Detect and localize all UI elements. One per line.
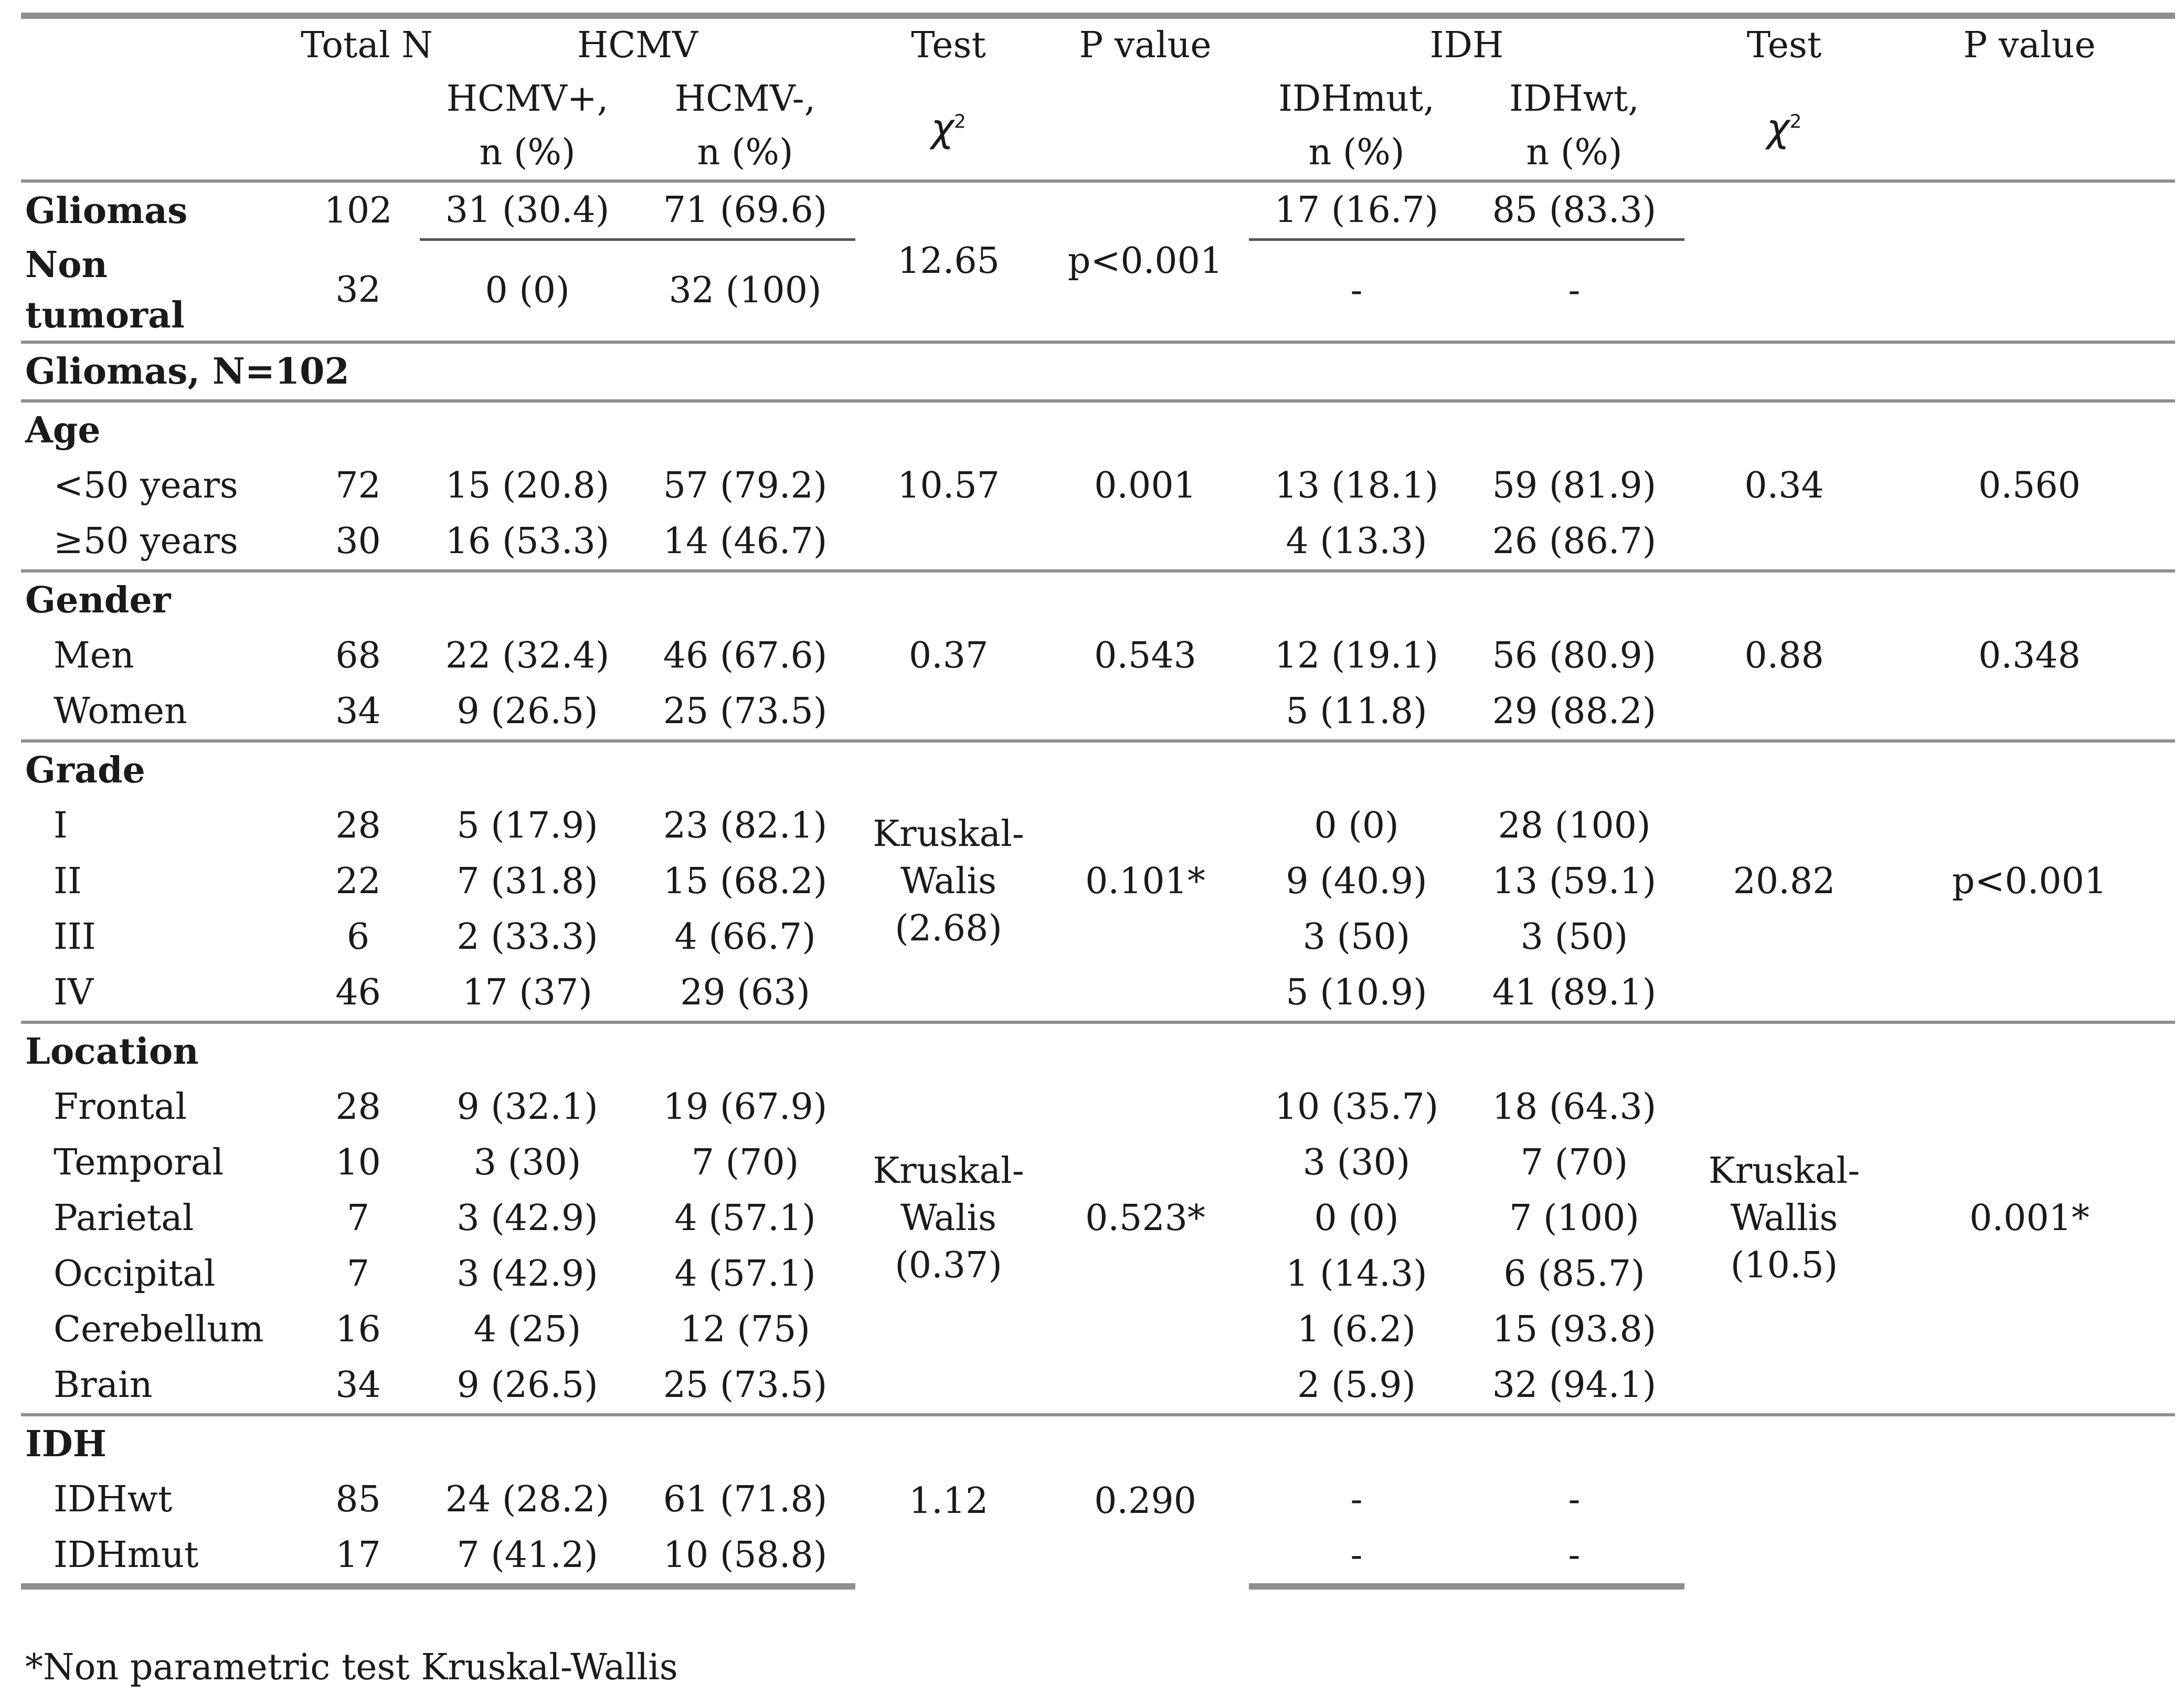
section-title-row: Age 10.57 0.001 0.34 0.560	[21, 401, 2175, 458]
table-row: Parietal 7 3 (42.9) 4 (57.1) 0 (0) 7 (100)	[54, 1197, 1639, 1239]
table-row: Men 68 22 (32.4) 46 (67.6) 12 (19.1) 56 (80.9)	[54, 634, 1657, 676]
header-row-2	[21, 72, 2175, 181]
table-row: II 22 7 (31.8) 15 (68.2) 9 (40.9) 13 (59.1)	[54, 860, 1657, 902]
table-row: IDHmut 17 7 (41.2) 10 (58.8) - -	[21, 1528, 2175, 1586]
hcmv-neg-header: HCMV-, n (%)	[674, 78, 816, 173]
idh-title: IDH	[21, 1415, 296, 1472]
table-row: IV 46 17 (37) 29 (63) 5 (10.9) 41 (89.1)	[54, 971, 1657, 1013]
table-row: Gliomas 102 31 (30.4) 71 (69.6) 12.65 p<0.001 17 (16.7) 85 (83.3)	[21, 181, 2175, 240]
table-row: Cerebellum 16 4 (25) 12 (75) 1 (6.2) 15 (93.8)	[54, 1308, 1657, 1350]
location-idh-test: Kruskal- Wallis (10.5)	[1684, 1022, 1884, 1415]
idh-wt-header: IDHwt, n (%)	[1509, 78, 1639, 173]
top-p-value: p<0.001	[1042, 181, 1249, 342]
footnote: *Non parametric test Kruskal-Wallis	[25, 1647, 678, 1688]
p-value-header: P value	[1042, 16, 1249, 72]
table-row: ≥50 years 30 16 (53.3) 14 (46.7) 4 (13.3) 26 (86.7)	[54, 520, 1657, 562]
grade-title: Grade	[21, 741, 296, 798]
table-row: Temporal 10 3 (30) 7 (70) 3 (30) 7 (70)	[54, 1141, 1628, 1183]
top-test-value: 12.65	[855, 181, 1042, 342]
header-row-1	[21, 16, 2175, 72]
gender-title: Gender	[21, 571, 296, 628]
location-hcmv-test: Kruskal- Walis (0.37)	[855, 1022, 1042, 1415]
table-row: Occipital 7 3 (42.9) 4 (57.1) 1 (14.3) 6 (85.7)	[54, 1253, 1645, 1295]
table-row: Non tumoral 32 0 (0) 32 (100) - -	[25, 243, 1581, 336]
table-row: IDHwt 85 24 (28.2) 61 (71.8) - -	[54, 1478, 1581, 1520]
table-row: Women 34 9 (26.5) 25 (73.5) 5 (11.8) 29 (88.2)	[54, 690, 1657, 732]
section-title-row: Gender 0.37 0.543 0.88 0.348	[21, 571, 2175, 628]
section-heading-row	[21, 342, 2175, 401]
idh-header: IDH	[1249, 16, 1684, 72]
total-n-header: Total N	[296, 16, 420, 72]
idh-mut-header: IDHmut, n (%)	[1278, 78, 1435, 173]
chi-square-symbol: $\chi^2$	[931, 105, 966, 151]
table-row: I 28 5 (17.9) 23 (82.1) 0 (0) 28 (100)	[54, 804, 1651, 846]
section-title-row: Grade Kruskal- Walis (2.68) 0.101* 20.82 p<0.001	[21, 741, 2175, 798]
hcmv-pos-header: HCMV+, n (%)	[446, 78, 609, 173]
table-row: Brain 34 9 (26.5) 25 (73.5) 2 (5.9) 32 (94.1)	[54, 1364, 1657, 1406]
results-table	[21, 13, 2175, 1590]
gliomas-heading: Gliomas, N=102	[21, 342, 635, 401]
test-header: Test	[855, 16, 1042, 72]
chi-square-symbol-2: $\chi^2$	[1766, 105, 1802, 151]
table-row: Frontal 28 9 (32.1) 19 (67.9) 10 (35.7) 18 (64.3)	[54, 1086, 1657, 1128]
age-title: Age	[21, 401, 296, 458]
section-title-row: Location Kruskal- Walis (0.37) 0.523* Kruskal- Wallis (10.5) 0.001*	[21, 1022, 2175, 1079]
hcmv-header: HCMV	[420, 16, 855, 72]
location-title: Location	[21, 1022, 296, 1079]
test-header-2: Test	[1684, 16, 1884, 72]
grade-hcmv-test: Kruskal- Walis (2.68)	[855, 741, 1042, 1022]
p-value-header-2: P value	[1884, 16, 2175, 72]
section-title-row: IDH 1.12 0.290	[21, 1415, 2175, 1472]
table-row: III 6 2 (33.3) 4 (66.7) 3 (50) 3 (50)	[54, 916, 1628, 958]
table-row: <50 years 72 15 (20.8) 57 (79.2) 13 (18.1) 59 (81.9)	[54, 464, 1657, 506]
